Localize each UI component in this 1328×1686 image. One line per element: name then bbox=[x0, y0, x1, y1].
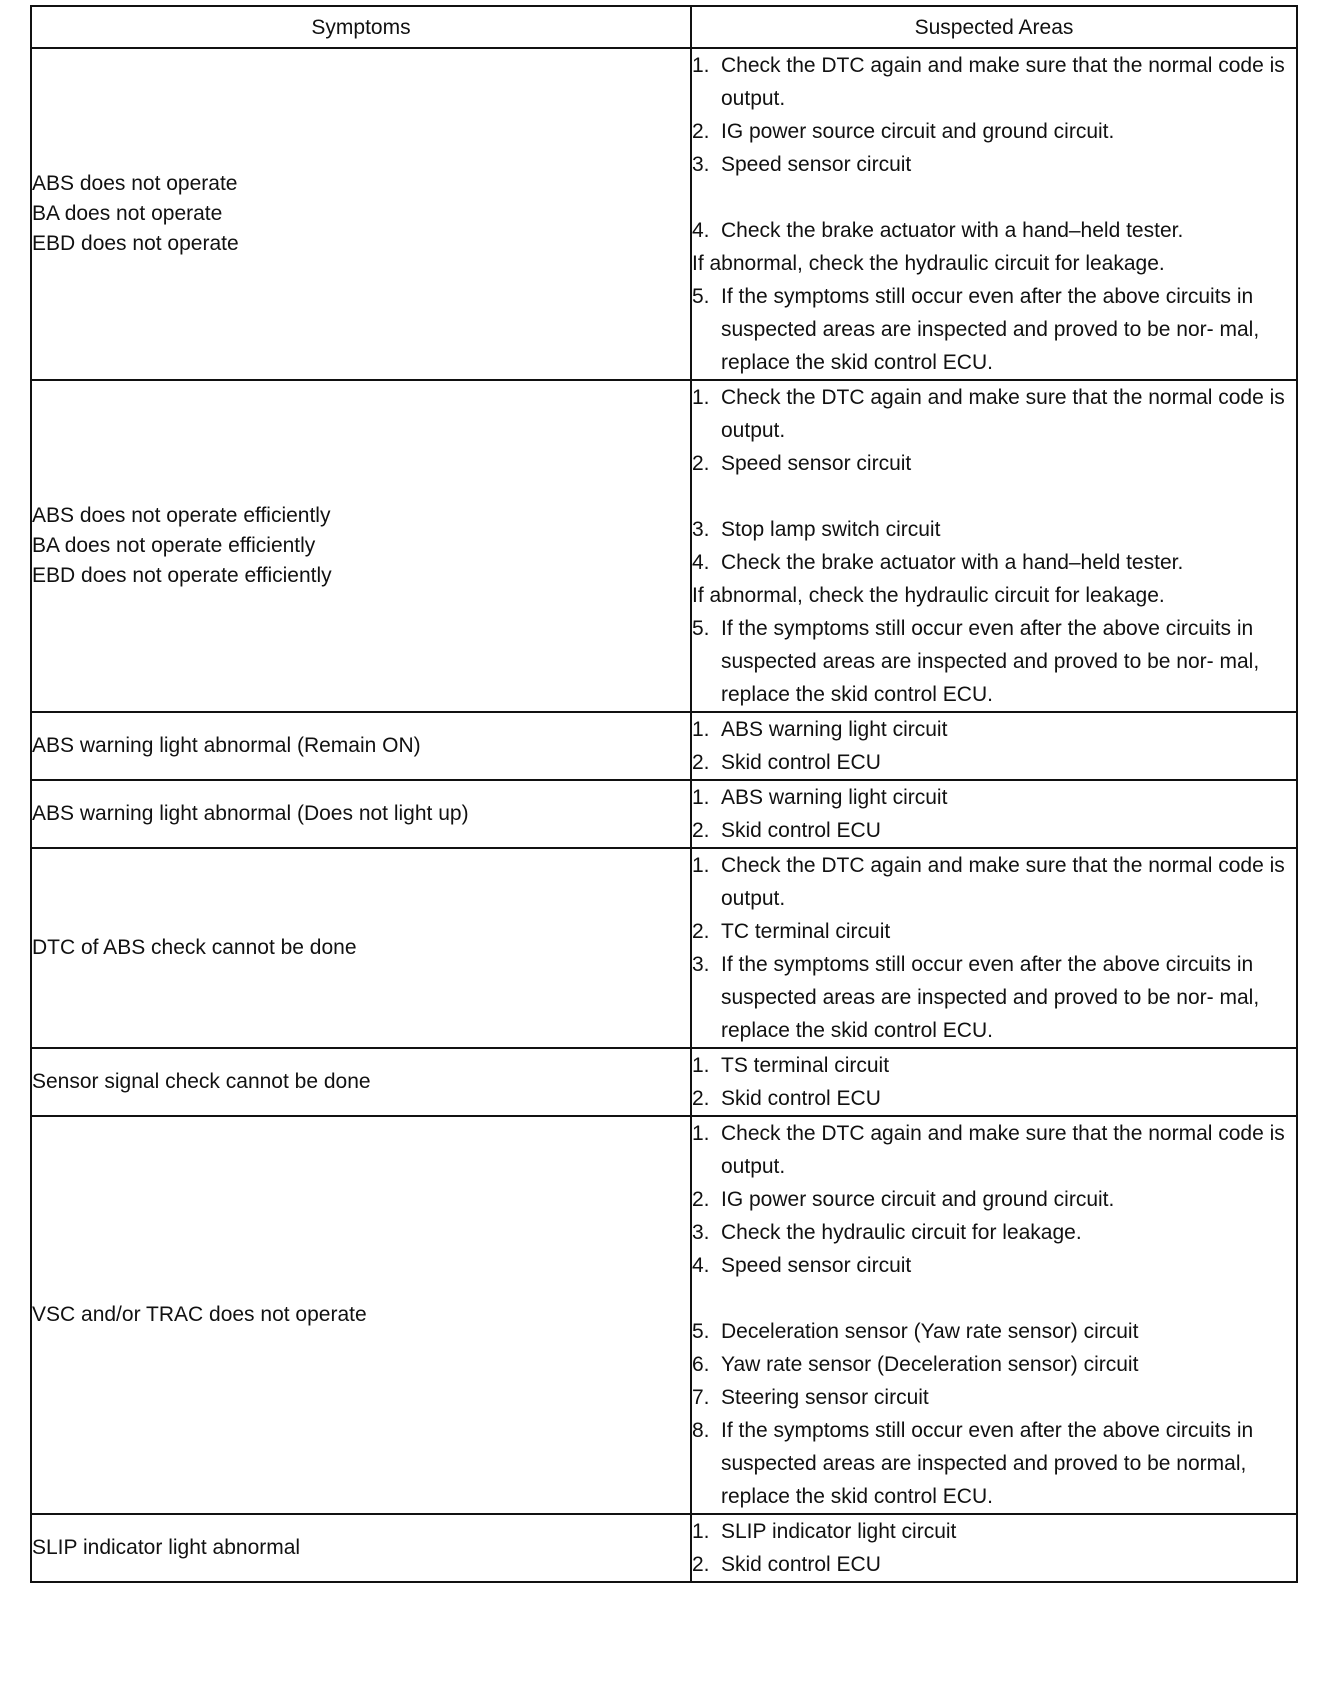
area-item bbox=[692, 1381, 1296, 1414]
area-item bbox=[692, 713, 1296, 746]
area-item-text: Skid control ECU bbox=[721, 819, 881, 842]
area-item-text: If the symptoms still occur even after the above circuits in suspected areas are inspected and proved to be nor- mal, replace the skid control ECU. bbox=[721, 617, 1260, 706]
area-item-number: 2. bbox=[692, 1087, 710, 1110]
header-row bbox=[31, 6, 1297, 48]
area-item-text: If the symptoms still occur even after the above circuits in suspected areas are inspected and proved to be normal, replace the skid control ECU. bbox=[721, 1419, 1254, 1508]
area-item-text: Check the brake actuator with a hand–held tester. bbox=[721, 551, 1184, 574]
area-item bbox=[692, 849, 1296, 915]
area-item-text: SLIP indicator light circuit bbox=[721, 1520, 957, 1543]
table-body bbox=[31, 48, 1297, 1582]
area-item-number: 1. bbox=[692, 786, 710, 809]
symptom-cell bbox=[31, 780, 691, 848]
symptom-cell bbox=[31, 48, 691, 380]
area-item-text: Check the DTC again and make sure that the normal code is output. bbox=[721, 1122, 1285, 1178]
symptom-text: ABS does not operate efficiently bbox=[32, 504, 331, 527]
area-item-number: 1. bbox=[692, 386, 710, 409]
table-row bbox=[31, 1116, 1297, 1514]
table-row bbox=[31, 712, 1297, 780]
area-item bbox=[692, 1348, 1296, 1381]
symptom-cell bbox=[31, 1048, 691, 1116]
symptom-cell bbox=[31, 380, 691, 712]
symptom-cell bbox=[31, 1514, 691, 1582]
area-item bbox=[692, 280, 1296, 379]
area-item-text: Check the brake actuator with a hand–held tester. bbox=[721, 219, 1184, 242]
area-note: If abnormal, check the hydraulic circuit for leakage. bbox=[692, 252, 1165, 275]
area-item-text: Skid control ECU bbox=[721, 1087, 881, 1110]
area-item bbox=[692, 381, 1296, 447]
area-item-text: TS terminal circuit bbox=[721, 1054, 890, 1077]
area-item bbox=[692, 1548, 1296, 1581]
area-item-text: Check the DTC again and make sure that the normal code is output. bbox=[721, 54, 1285, 110]
area-item-text: TC terminal circuit bbox=[721, 920, 891, 943]
table-row bbox=[31, 48, 1297, 380]
area-item bbox=[692, 948, 1296, 1047]
header-suspected-areas: Suspected Areas bbox=[691, 6, 1297, 48]
area-note: If abnormal, check the hydraulic circuit for leakage. bbox=[692, 584, 1165, 607]
area-item-number: 5. bbox=[692, 617, 710, 640]
area-item bbox=[692, 1082, 1296, 1115]
suspected-areas-cell bbox=[691, 1514, 1297, 1582]
area-item bbox=[692, 814, 1296, 847]
area-item bbox=[692, 214, 1296, 247]
symptom-text: VSC and/or TRAC does not operate bbox=[32, 1303, 367, 1326]
symptom-text: DTC of ABS check cannot be done bbox=[32, 936, 357, 959]
area-item-number: 5. bbox=[692, 1320, 710, 1343]
area-item-number: 1. bbox=[692, 54, 710, 77]
area-item-text: Speed sensor circuit bbox=[721, 1254, 912, 1277]
symptom-text: ABS warning light abnormal (Does not light up) bbox=[32, 802, 469, 825]
table-row bbox=[31, 848, 1297, 1048]
area-item-number: 3. bbox=[692, 1221, 710, 1244]
symptom-text: Sensor signal check cannot be done bbox=[32, 1070, 371, 1093]
symptom-text: EBD does not operate efficiently bbox=[32, 564, 332, 587]
area-item-number: 8. bbox=[692, 1419, 710, 1442]
area-item bbox=[692, 746, 1296, 779]
area-item-number: 3. bbox=[692, 953, 710, 976]
area-item-number: 6. bbox=[692, 1353, 710, 1376]
table-row bbox=[31, 1514, 1297, 1582]
area-item-number: 2. bbox=[692, 1553, 710, 1576]
area-item bbox=[692, 1249, 1296, 1282]
table-header bbox=[31, 6, 1297, 48]
symptom-text: BA does not operate efficiently bbox=[32, 534, 316, 557]
area-item bbox=[692, 1216, 1296, 1249]
area-item-number: 3. bbox=[692, 518, 710, 541]
area-item-number: 4. bbox=[692, 551, 710, 574]
area-item-text: Yaw rate sensor (Deceleration sensor) circuit bbox=[721, 1353, 1139, 1376]
area-item-number: 4. bbox=[692, 219, 710, 242]
area-item-number: 1. bbox=[692, 854, 710, 877]
table-row bbox=[31, 780, 1297, 848]
area-item-text: ABS warning light circuit bbox=[721, 786, 948, 809]
area-item-number: 2. bbox=[692, 751, 710, 774]
area-item-text: Check the hydraulic circuit for leakage. bbox=[721, 1221, 1082, 1244]
area-item-text: Skid control ECU bbox=[721, 751, 881, 774]
area-item-text: IG power source circuit and ground circuit. bbox=[721, 1188, 1115, 1211]
suspected-areas-cell bbox=[691, 1116, 1297, 1514]
table-row bbox=[31, 380, 1297, 712]
area-item-number: 2. bbox=[692, 819, 710, 842]
area-item bbox=[692, 1414, 1296, 1513]
area-item-number: 5. bbox=[692, 285, 710, 308]
area-item-number: 2. bbox=[692, 120, 710, 143]
area-item bbox=[692, 513, 1296, 546]
area-item-text: If the symptoms still occur even after the above circuits in suspected areas are inspected and proved to be nor- mal, replace the skid control ECU. bbox=[721, 953, 1260, 1042]
area-item bbox=[692, 546, 1296, 579]
area-item bbox=[692, 1183, 1296, 1216]
area-item-text: Check the DTC again and make sure that the normal code is output. bbox=[721, 854, 1285, 910]
area-item bbox=[692, 1315, 1296, 1348]
suspected-areas-cell bbox=[691, 848, 1297, 1048]
area-item bbox=[692, 447, 1296, 480]
area-item-number: 1. bbox=[692, 1122, 710, 1145]
area-item-number: 1. bbox=[692, 718, 710, 741]
area-item bbox=[692, 49, 1296, 115]
area-item bbox=[692, 612, 1296, 711]
symptom-text: EBD does not operate bbox=[32, 232, 239, 255]
area-item-number: 2. bbox=[692, 452, 710, 475]
symptoms-table bbox=[30, 5, 1298, 1583]
area-item-text: If the symptoms still occur even after the above circuits in suspected areas are inspected and proved to be nor- mal, replace the skid control ECU. bbox=[721, 285, 1260, 374]
symptom-cell bbox=[31, 712, 691, 780]
suspected-areas-cell bbox=[691, 712, 1297, 780]
symptom-text: ABS does not operate bbox=[32, 172, 238, 195]
suspected-areas-cell bbox=[691, 48, 1297, 380]
suspected-areas-cell bbox=[691, 380, 1297, 712]
symptom-cell bbox=[31, 848, 691, 1048]
area-item-number: 4. bbox=[692, 1254, 710, 1277]
header-symptoms: Symptoms bbox=[31, 6, 691, 48]
area-item bbox=[692, 915, 1296, 948]
symptom-text: SLIP indicator light abnormal bbox=[32, 1536, 301, 1559]
area-item-number: 2. bbox=[692, 920, 710, 943]
symptom-text: BA does not operate bbox=[32, 202, 223, 225]
table-row bbox=[31, 1048, 1297, 1116]
area-item-number: 1. bbox=[692, 1054, 710, 1077]
area-item bbox=[692, 1049, 1296, 1082]
area-item bbox=[692, 115, 1296, 148]
area-item-text: Steering sensor circuit bbox=[721, 1386, 929, 1409]
area-item-number: 1. bbox=[692, 1520, 710, 1543]
area-item-text: Skid control ECU bbox=[721, 1553, 881, 1576]
symptom-cell bbox=[31, 1116, 691, 1514]
suspected-areas-cell bbox=[691, 780, 1297, 848]
area-item-text: Deceleration sensor (Yaw rate sensor) circuit bbox=[721, 1320, 1139, 1343]
area-item-text: Speed sensor circuit bbox=[721, 153, 912, 176]
area-item-number: 2. bbox=[692, 1188, 710, 1211]
area-item bbox=[692, 1515, 1296, 1548]
area-item-text: Stop lamp switch circuit bbox=[721, 518, 941, 541]
area-item bbox=[692, 148, 1296, 181]
area-item-number: 3. bbox=[692, 153, 710, 176]
area-item-text: Speed sensor circuit bbox=[721, 452, 912, 475]
symptom-text: ABS warning light abnormal (Remain ON) bbox=[32, 734, 421, 757]
suspected-areas-cell bbox=[691, 1048, 1297, 1116]
area-item-text: Check the DTC again and make sure that the normal code is output. bbox=[721, 386, 1285, 442]
area-item-text: ABS warning light circuit bbox=[721, 718, 948, 741]
area-item-text: IG power source circuit and ground circuit. bbox=[721, 120, 1115, 143]
area-item bbox=[692, 781, 1296, 814]
area-item-number: 7. bbox=[692, 1386, 710, 1409]
area-item bbox=[692, 1117, 1296, 1183]
